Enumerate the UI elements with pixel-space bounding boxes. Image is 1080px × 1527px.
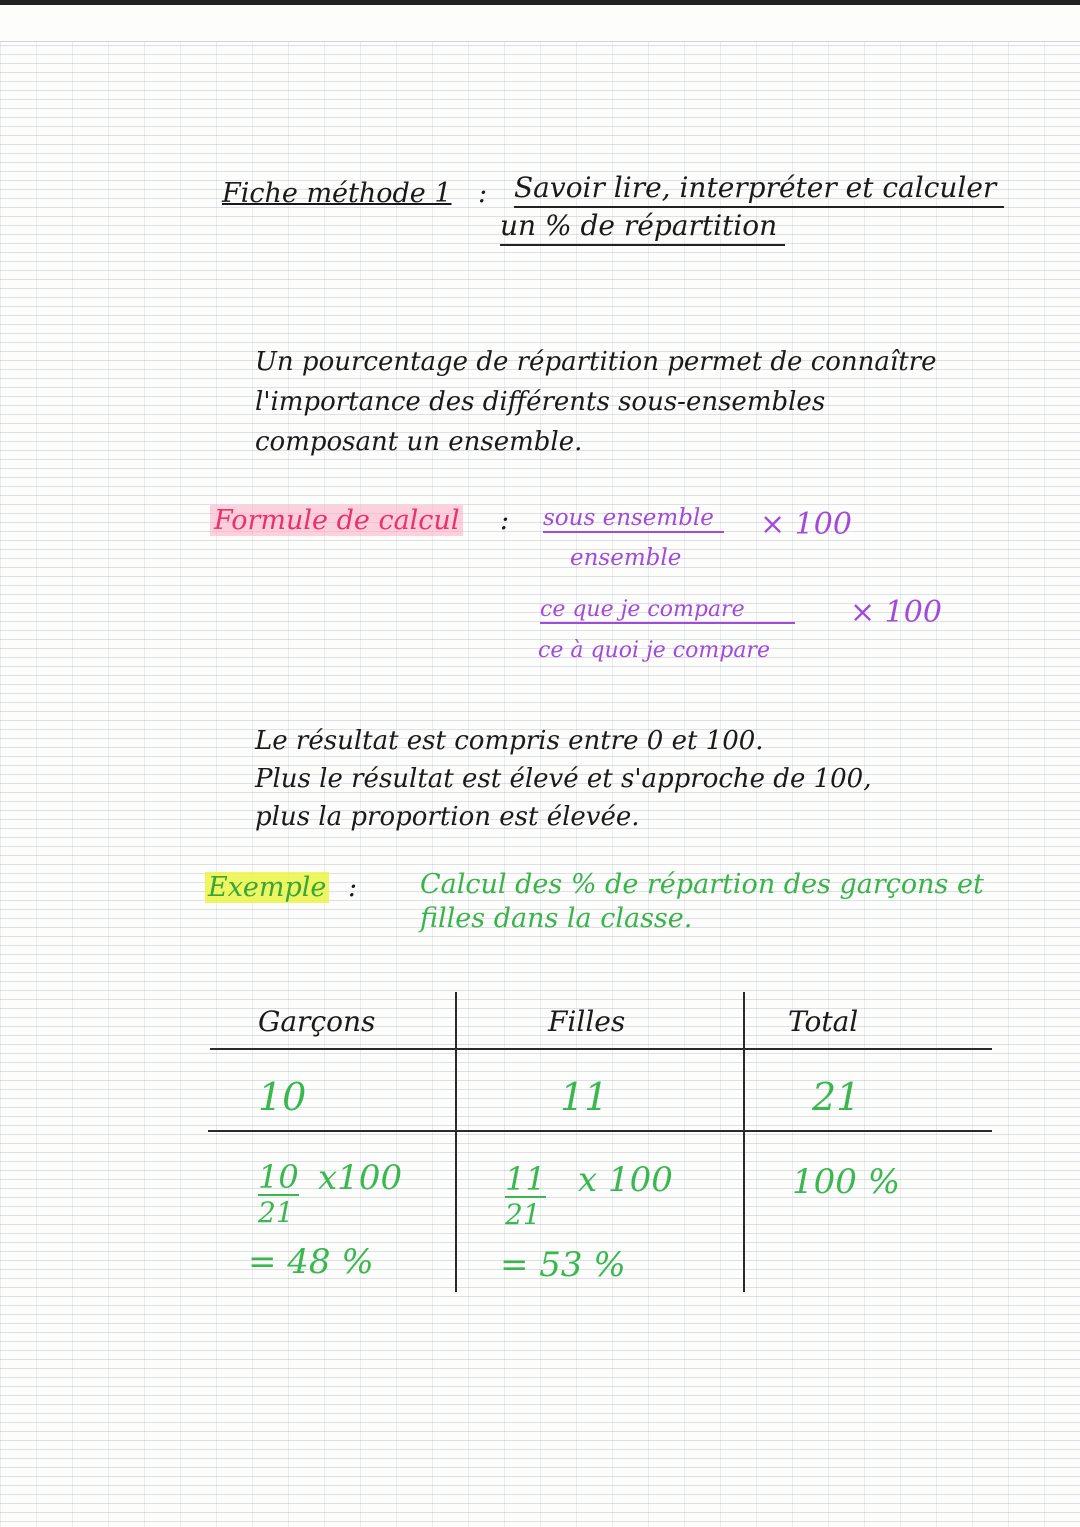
formula1-numerator: sous ensemble [543, 505, 724, 533]
definition-line: l'importance des différents sous-ensembles [255, 387, 826, 417]
title-colon: : [478, 178, 488, 209]
sheet-title-line2: un % de répartition [500, 208, 785, 246]
garcons-fraction [258, 1158, 299, 1228]
garcons-denominator: 21 [258, 1196, 294, 1229]
definition-line: composant un ensemble. [255, 427, 583, 457]
count-total: 21 [812, 1075, 861, 1119]
example-colon: : [348, 872, 358, 903]
definition-paragraph [255, 342, 937, 462]
method-sheet-label: Fiche méthode 1 [222, 178, 452, 209]
formula1-multiplier: × 100 [760, 507, 852, 542]
header-filles: Filles [548, 1005, 626, 1038]
formula2-numerator: ce que je compare [540, 597, 795, 624]
table-header-rule [210, 1048, 992, 1050]
formula2-multiplier: × 100 [850, 595, 942, 630]
result-line: Le résultat est compris entre 0 et 100. [255, 726, 764, 756]
garcons-multiplier: x100 [318, 1158, 403, 1198]
total-percent: 100 % [792, 1162, 901, 1202]
filles-multiplier: x 100 [578, 1160, 673, 1200]
formula2-denominator: ce à quoi je compare [538, 638, 770, 663]
formula-colon: : [500, 505, 510, 536]
formula-label: Formule de calcul [210, 505, 463, 536]
table-divider-2 [743, 992, 745, 1292]
example-line: Calcul des % de répartion des garçons et [420, 869, 984, 900]
header-garcons: Garçons [258, 1005, 376, 1038]
definition-line: Un pourcentage de répartition permet de connaître [255, 347, 937, 377]
formula1-denominator: ensemble [570, 545, 682, 571]
filles-result: = 53 % [500, 1245, 626, 1285]
garcons-result: = 48 % [248, 1242, 374, 1282]
garcons-numerator: 10 [258, 1158, 299, 1196]
count-garcons: 10 [258, 1075, 307, 1119]
table-divider-1 [455, 992, 457, 1292]
page-top-margin [0, 5, 1080, 42]
example-line: filles dans la classe. [420, 903, 693, 934]
header-total: Total [788, 1005, 859, 1038]
filles-fraction [505, 1160, 546, 1230]
result-line: Plus le résultat est élevé et s'approche de 100, [255, 764, 872, 794]
result-paragraph [255, 722, 871, 836]
sheet-title [500, 170, 1004, 246]
table-row-rule [208, 1130, 992, 1132]
example-description [420, 868, 984, 936]
count-filles: 11 [560, 1075, 609, 1119]
result-line: plus la proportion est élevée. [255, 802, 640, 832]
filles-numerator: 11 [505, 1160, 546, 1198]
example-label: Exemple [205, 872, 329, 903]
filles-denominator: 21 [505, 1198, 541, 1231]
sheet-title-line1: Savoir lire, interpréter et calculer [514, 170, 1004, 208]
